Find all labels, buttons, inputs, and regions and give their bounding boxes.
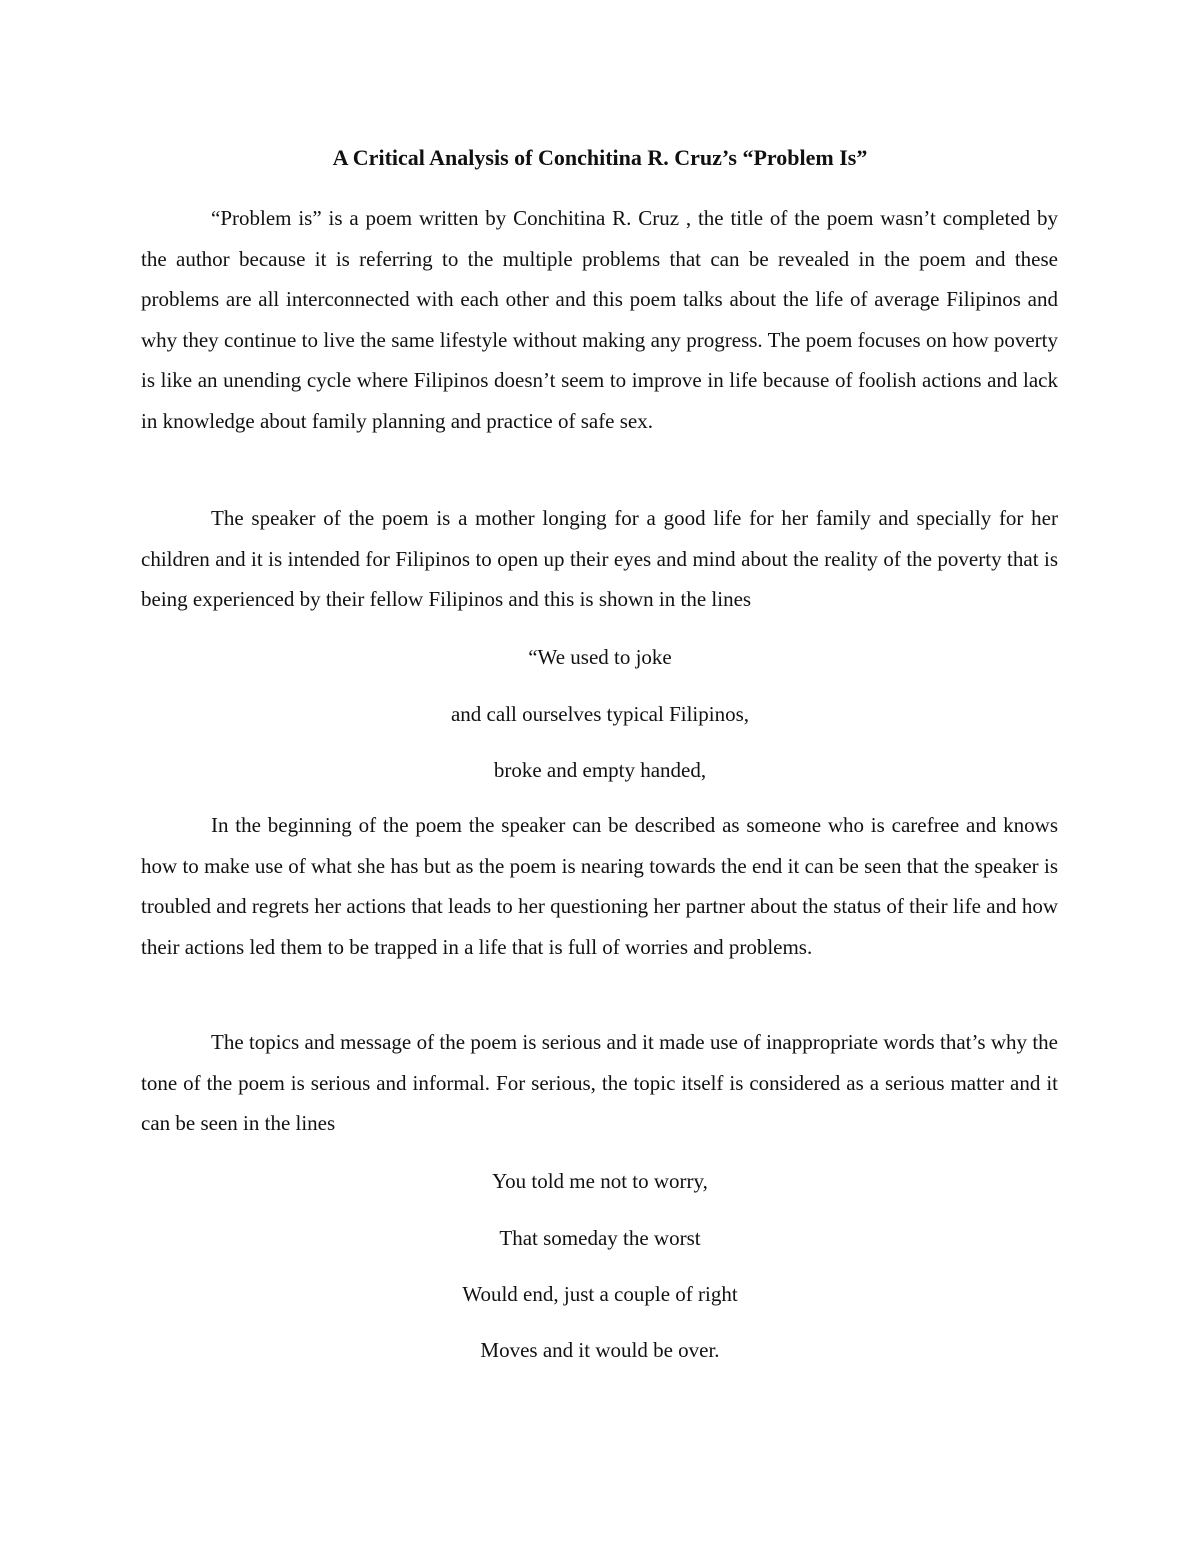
paragraph-speaker: The speaker of the poem is a mother longing for a good life for her family and specially for her children and it is intended for Filipinos to open up their eyes and mind about the reality of the poverty that is being experienced by their fellow Filipinos and this is shown in the lines [141,506,1058,611]
quote-line: Moves and it would be over. [480,1338,720,1362]
paragraph-beginning: In the beginning of the poem the speaker can be described as someone who is carefree and knows how to make use of what she has but as the poem is nearing towards the end it can be seen that the speaker is troubled and regrets her actions that leads to her questioning her partner about the status of their life and how their actions led them to be trapped in a life that is full of worries and problems. [141,813,1058,959]
paragraph-intro: “Problem is” is a poem written by Conchitina R. Cruz , the title of the poem wasn’t completed by the author because it is referring to the multiple problems that can be revealed in the poem and these problems are all interconnected with each other and this poem talks about the life of average Filipinos and why they continue to live the same lifestyle without making any progress. The poem focuses on how poverty is like an unending cycle where Filipinos doesn’t seem to improve in life because of foolish actions and lack in knowledge about family planning and practice of safe sex. [141,206,1058,433]
quote-line: You told me not to worry, [492,1169,708,1193]
quote-line: broke and empty handed, [493,758,707,782]
paragraph-topics: The topics and message of the poem is serious and it made use of inappropriate words that’s why the tone of the poem is serious and informal. For serious, the topic itself is considered as a serious matter and it can be seen in the lines [141,1030,1058,1135]
document-title: A Critical Analysis of Conchitina R. Cruz’s “Problem Is” [332,145,868,170]
quote-line: and call ourselves typical Filipinos, [450,702,750,726]
quote-line: Would end, just a couple of right [462,1282,738,1306]
quote-line: That someday the worst [499,1226,701,1250]
quote-line: “We used to joke [528,645,672,669]
